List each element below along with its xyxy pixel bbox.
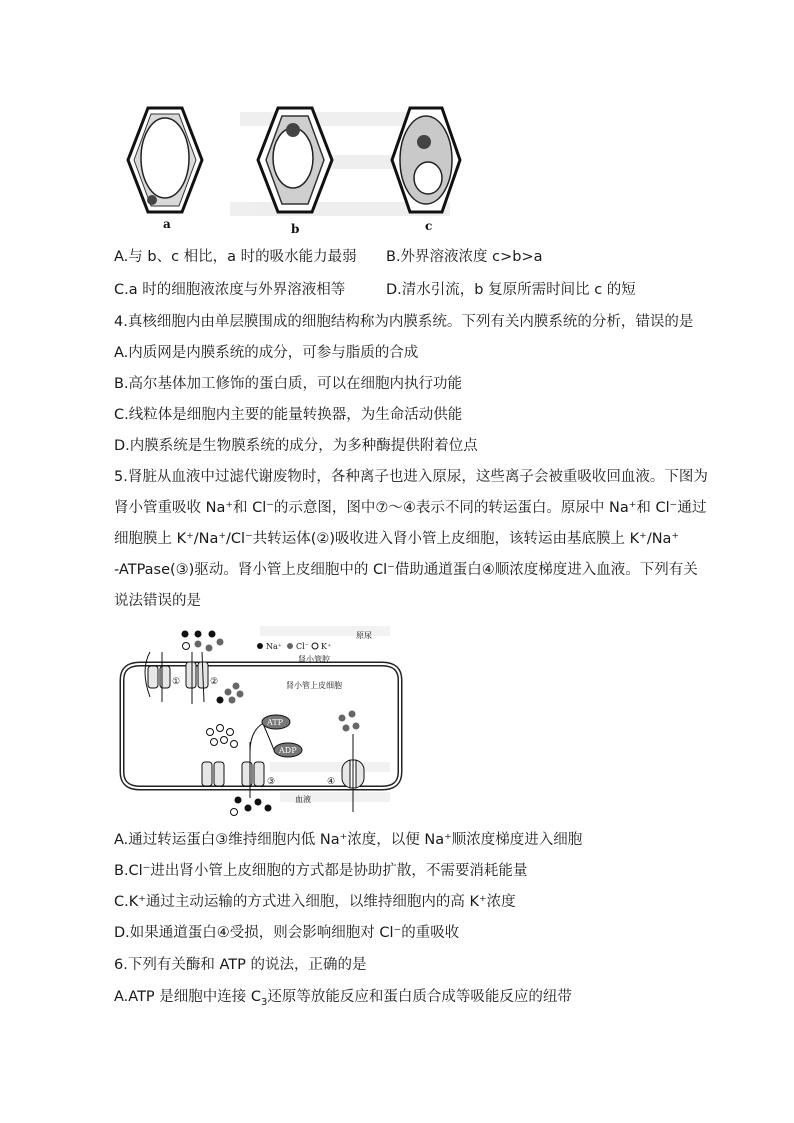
q5-option-d: D.如果通道蛋白④受损，则会影响细胞对 Cl⁻的重吸收 <box>114 925 460 941</box>
q4-stem: 4.真核细胞内由单层膜围成的细胞结构称为内膜系统。下列有关内膜系统的分析，错误的是 <box>114 314 694 330</box>
q5-stem-line-2: 肾小管重吸收 Na⁺和 Cl⁻的示意图，图中⑦～④表示不同的转运蛋白。原尿中 Na⁺和 Cl⁻通过 <box>114 500 707 516</box>
q6-option-a <box>114 987 572 1013</box>
marker-1: ① <box>172 677 181 687</box>
q5-option-b: B.Cl⁻进出肾小管上皮细胞的方式都是协助扩散，不需要消耗能量 <box>114 863 528 879</box>
q4-option-d: D.内膜系统是生物膜系统的成分，为多种酶提供附着位点 <box>114 438 478 454</box>
transporter-1 <box>145 652 170 702</box>
q5-stem-line-4: -ATPase(③)驱动。肾小管上皮细胞中的 Cl⁻借助通道蛋白④顺浓度梯度进入血液。下列有关 <box>114 562 698 578</box>
tubule-transport-diagram <box>110 622 410 822</box>
q3-option-d: D.清水引流，b 复原所需时间比 c 的短 <box>386 282 636 298</box>
q5-stem-line-3: 细胞膜上 K⁺/Na⁺/Cl⁻共转运体(②)吸收进入肾小管上皮细胞，该转运由基底膜上 K⁺/Na⁺ <box>114 531 680 547</box>
label-adp: ADP <box>279 746 297 755</box>
label-urine: 原尿 <box>356 631 372 640</box>
q5-option-c: C.K⁺通过主动运输的方式进入细胞，以维持细胞内的高 K⁺浓度 <box>114 894 516 910</box>
q4-option-a: A.内质网是内膜系统的成分，可参与脂质的合成 <box>114 345 419 361</box>
q3-option-b: B.外界溶液浓度 c>b>a <box>386 249 543 265</box>
cell-c-label: c <box>425 219 433 233</box>
plant-cells-figure <box>110 100 480 240</box>
q5-stem-line-1: 5.肾脏从血液中过滤代谢废物时，各种离子也进入原尿，这些离子会被重吸收回血液。下图为 <box>114 469 708 485</box>
transporter-2 <box>186 652 208 704</box>
legend-k: K⁺ <box>321 642 332 651</box>
legend-cl: Cl⁻ <box>296 642 309 651</box>
q6-option-a-suffix: 还原等放能反应和蛋白质合成等吸能反应的纽带 <box>267 989 572 1005</box>
label-blood: 血液 <box>295 795 311 804</box>
q3-option-c: C.a 时的细胞液浓度与外界溶液相等 <box>114 282 346 298</box>
label-cell: 肾小管上皮细胞 <box>286 681 342 690</box>
q4-option-c: C.线粒体是细胞内主要的能量转换器，为生命活动供能 <box>114 407 463 423</box>
marker-4: ④ <box>327 777 336 787</box>
q6-stem: 6.下列有关酶和 ATP 的说法，正确的是 <box>114 957 367 973</box>
cell-b-label: b <box>291 222 300 236</box>
q4-option-b: B.高尔基体加工修饰的蛋白质，可以在细胞内执行功能 <box>114 376 463 392</box>
marker-2: ② <box>210 677 219 687</box>
cell-a <box>128 108 202 212</box>
legend-na: Na⁺ <box>266 642 282 651</box>
q3-option-a: A.与 b、c 相比，a 时的吸水能力最弱 <box>114 249 357 265</box>
q5-stem-line-5: 说法错误的是 <box>114 593 201 609</box>
marker-3: ③ <box>267 777 276 787</box>
label-atp: ATP <box>267 718 284 727</box>
label-lumen: 肾小管腔 <box>298 655 330 664</box>
q5-option-a: A.通过转运蛋白③维持细胞内低 Na⁺浓度，以便 Na⁺顺浓度梯度进入细胞 <box>114 832 583 848</box>
q6-option-a-prefix: A.ATP 是细胞中连接 C <box>114 989 262 1005</box>
q6-option-a-subscript: 3 <box>261 996 268 1008</box>
cell-a-label: a <box>163 217 171 231</box>
